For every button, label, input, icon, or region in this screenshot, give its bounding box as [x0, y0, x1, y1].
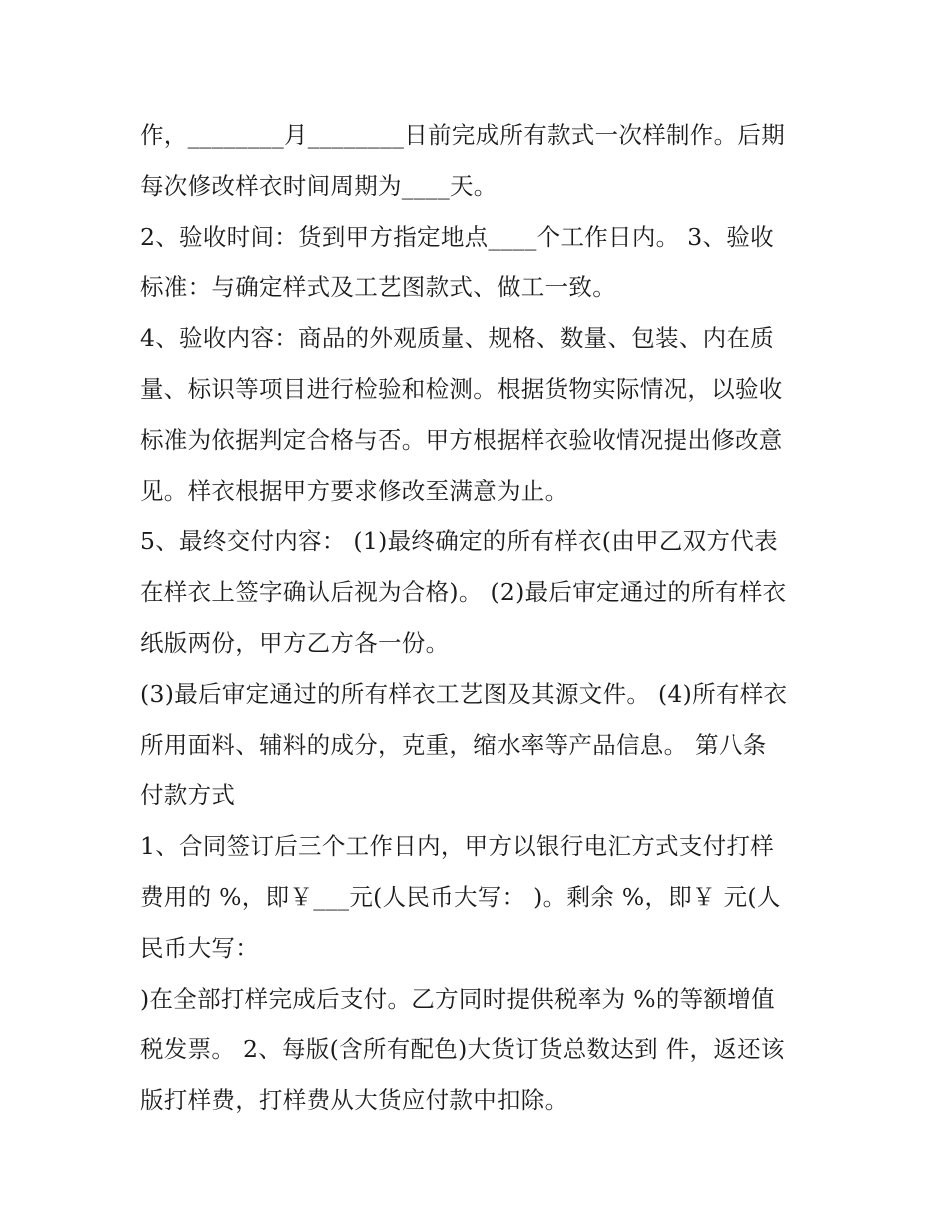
text-line: 量、标识等项目进行检验和检测。根据货物实际情况，以验收	[140, 374, 783, 403]
text-line: 作，________月________日前完成所有款式一次样制作。后期	[140, 121, 785, 149]
text-line: (3)最后审定通过的所有样衣工艺图及其源文件。 (4)所有样衣	[140, 679, 788, 708]
text-line: 民币大写：	[140, 933, 259, 962]
document-page	[140, 110, 820, 1126]
text-line: 5、最终交付内容： (1)最终确定的所有样衣(由甲乙双方代表	[140, 527, 778, 556]
text-line: 每次修改样衣时间周期为____天。	[140, 171, 498, 200]
text-line: 税发票。 2、每版(含所有配色)大货订货总数达到 件，返还该	[140, 1035, 785, 1064]
text-line: 纸版两份，甲方乙方各一份。	[140, 628, 450, 657]
text-line: 所用面料、辅料的成分，克重，缩水率等产品信息。 第八条	[140, 730, 767, 759]
text-line: 付款方式	[140, 781, 236, 810]
text-line: 在样衣上签字确认后视为合格)。 (2)最后审定通过的所有样衣	[140, 578, 787, 607]
text-line: 版打样费，打样费从大货应付款中扣除。	[140, 1086, 569, 1115]
text-line: 2、验收时间：货到甲方指定地点____个工作日内。 3、验收	[140, 222, 774, 251]
text-line: 见。样衣根据甲方要求修改至满意为止。	[140, 476, 569, 505]
text-line: )在全部打样完成后支付。乙方同时提供税率为 %的等额增值	[140, 984, 775, 1013]
text-line: 费用的 %，即￥___元(人民币大写： )。剩余 %，即￥ 元(人	[140, 882, 781, 911]
text-line: 标准为依据判定合格与否。甲方根据样衣验收情况提出修改意	[140, 425, 783, 454]
text-line: 标准：与确定样式及工艺图款式、做工一致。	[140, 273, 616, 302]
text-line: 1、合同签订后三个工作日内，甲方以银行电汇方式支付打样	[140, 832, 775, 861]
text-line: 4、验收内容：商品的外观质量、规格、数量、包装、内在质	[140, 324, 775, 353]
